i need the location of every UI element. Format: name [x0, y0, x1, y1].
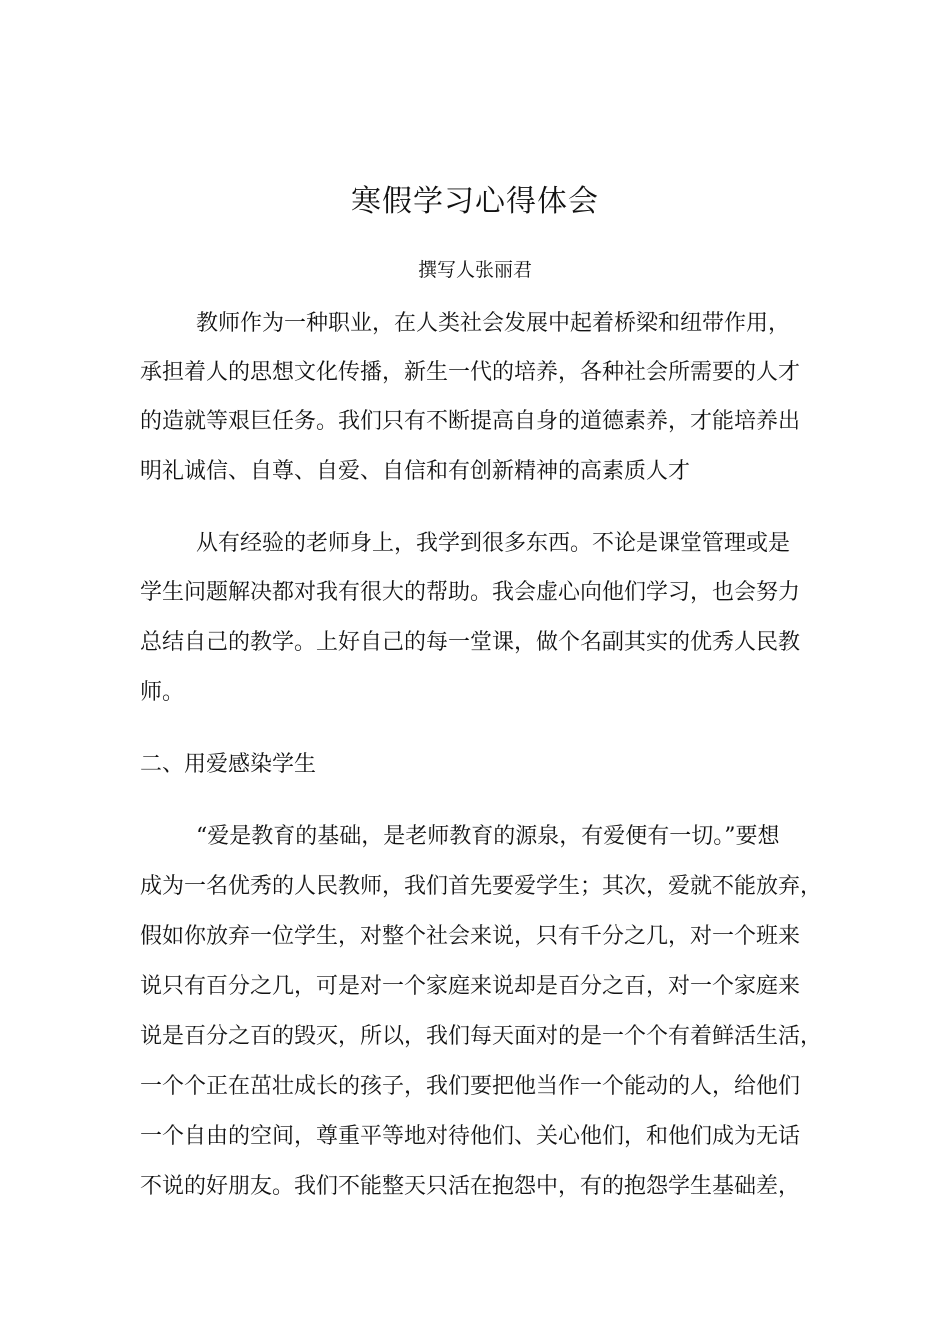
paragraph-2-line-3: 总结自己的教学。上好自己的每一堂课，做个名副其实的优秀人民教: [140, 630, 801, 655]
paragraph-3-line-8: 不说的好朋友。我们不能整天只活在抱怨中，有的抱怨学生基础差，: [140, 1174, 801, 1199]
paragraph-3-line-4: 说只有百分之几，可是对一个家庭来说却是百分之百，对一个家庭来: [140, 974, 801, 999]
paragraph-3-line-7: 一个自由的空间，尊重平等地对待他们、关心他们，和他们成为无话: [140, 1124, 801, 1149]
paragraph-2-line-1: 从有经验的老师身上，我学到很多东西。不论是课堂管理或是: [196, 531, 791, 556]
paragraph-2-line-4: 师。: [140, 680, 185, 705]
document-title: 寒假学习心得体会: [351, 184, 599, 219]
paragraph-3-line-1: “爱是教育的基础，是老师教育的源泉，有爱便有一切。”要想: [196, 824, 780, 849]
paragraph-3-line-5: 说是百分之百的毁灭，所以，我们每天面对的是一个个有着鲜活生活，: [140, 1024, 823, 1049]
paragraph-1-line-1: 教师作为一种职业，在人类社会发展中起着桥梁和纽带作用，: [196, 311, 791, 336]
paragraph-3-line-3: 假如你放弃一位学生，对整个社会来说，只有千分之几，对一个班来: [140, 924, 801, 949]
paragraph-1-line-3: 的造就等艰巨任务。我们只有不断提高自身的道德素养，才能培养出: [140, 409, 801, 434]
paragraph-1-line-4: 明礼诚信、自尊、自爱、自信和有创新精神的高素质人才: [140, 459, 691, 484]
paragraph-3-line-6: 一个个正在茁壮成长的孩子，我们要把他当作一个能动的人，给他们: [140, 1074, 801, 1099]
paragraph-2-line-2: 学生问题解决都对我有很大的帮助。我会虚心向他们学习，也会努力: [140, 580, 801, 605]
section-heading: 二、用爱感染学生: [140, 752, 317, 777]
document-author: 撰写人张丽君: [417, 259, 532, 281]
paragraph-3-line-2: 成为一名优秀的人民教师，我们首先要爱学生；其次，爱就不能放弃，: [140, 874, 823, 899]
paragraph-1-line-2: 承担着人的思想文化传播，新生一代的培养，各种社会所需要的人才: [140, 360, 801, 385]
